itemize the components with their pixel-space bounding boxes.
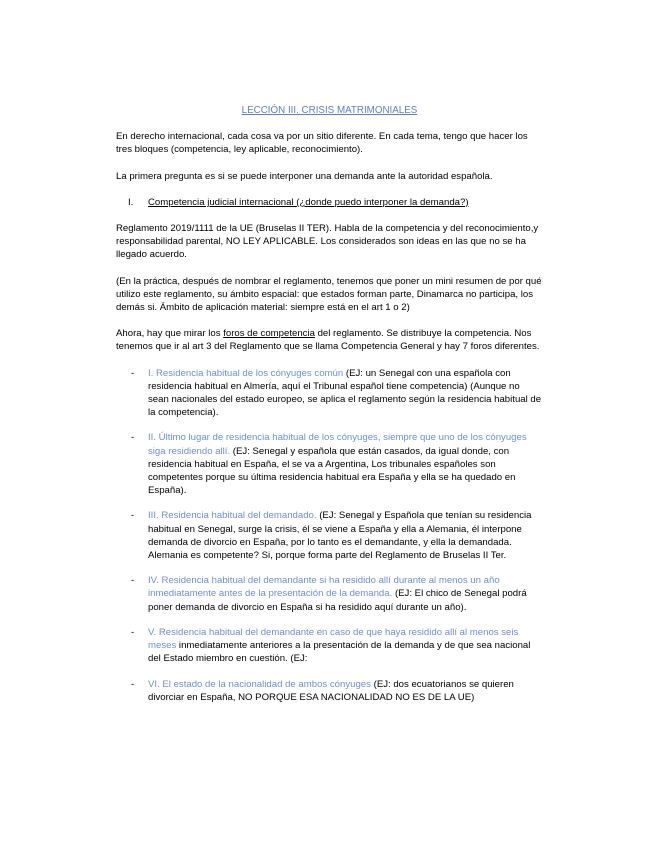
list-bullet: - [131,510,135,522]
intro-paragraph: En derecho internacional, cada cosa va por un sitio diferente. En cada tema, tengo que hacer los tres bloques (competencia, ley aplicable, reconocimiento). [116,131,528,156]
list-item [131,367,543,420]
forums-link-text: foros de competencia [223,328,315,340]
forum-highlight: VI. El estado de la nacionalidad de ambos cónyuges [148,678,371,690]
list-item [131,509,543,562]
list-item [131,431,543,497]
section-number: I. [128,196,134,208]
forums-text-after: del reglamento. Se distribuye la competencia. Nos tenemos que ir al art 3 del Reglamento que se llama Competencia General y hay 7 foros diferentes. [116,328,540,353]
forums-paragraph [116,327,543,353]
forum-example: (EJ: Senegal y Española que tenían su residencia habitual en Senegal, surge la crisis, él se viene a España y ella a Alemania, él interpone demanda de divorcio en España, por lo tanto es el demandante, y ella la demandada. Alemania es competente? Si, porque forma parte del Reglamento de Bruselas II Ter. [148,510,532,562]
list-bullet: - [131,626,135,638]
forum-highlight: I. Residencia habitual de los cónyuges común [148,367,344,379]
forum-example: (EJ: un Senegal con una española con residencia habitual en Almería, aquí el Tribunal español tiene competencia) (Aunque no sean nacionales del estado europeo, se aplica el reglamento según la residencia habitual de la competencia). [148,367,542,419]
forum-example: (EJ: dos ecuatorianos se quieren divorciar en España, NO PORQUE ESA NACIONALIDAD NO ES DE LA UE) [148,678,514,703]
list-bullet: - [131,432,135,444]
forums-text-before: Ahora, hay que mirar los [116,328,224,340]
forum-highlight: II. Último lugar de residencia habitual de los cónyuges, siempre que uno de los cónyuges siga residiendo allí. [148,432,527,457]
forum-example: inmediatamente anteriores a la presentación de la demanda y de que sea nacional del Estado miembro en cuestión. (EJ: [148,640,531,665]
forum-highlight: IV. Residencia habitual del demandante si ha residido allí durante al menos un año inmediatamente antes de la presentación de la demanda. [148,575,500,600]
first-question-paragraph: La primera pregunta es si se puede interponer una demanda ante la autoridad española. [116,170,493,182]
document-title: LECCIÓN III. CRISIS MATRIMONIALES [241,105,418,116]
forum-example: (EJ: Senegal y española que están casados, da igual donde, con residencia habitual en España, el se va a Argentina, Los tribunales españoles son competentes porque su última residencia habitual era España y ella se ha quedado en España). [148,445,516,497]
forum-example: (EJ: El chico de Senegal podrá poner demanda de divorcio en España si ha residido aquí durante un año). [148,588,527,613]
list-item [131,626,543,666]
list-bullet: - [131,678,135,690]
section-title: Competencia judicial internacional (¿donde puedo interponer la demanda?) [148,196,469,208]
forum-highlight: III. Residencia habitual del demandado. [148,510,317,522]
competence-forums-list [116,367,543,704]
list-bullet: - [131,575,135,587]
regulation-paragraph: Reglamento 2019/1111 de la UE (Bruselas II TER). Habla de la competencia y del reconocimiento,y responsabilidad parental, NO LEY APLICABLE. Los considerados son ideas en las que no se ha llegado acuerdo. [116,223,539,261]
practice-note-paragraph: (En la práctica, después de nombrar el reglamento, tenemos que poner un mini resumen de por qué utilizo este reglamento, su ámbito espacial: que estados forman parte, Dinamarca no participa, los demás si. Ámbito de aplicación material: siempre está en el art 1 o 2) [116,275,542,314]
list-item [131,574,543,614]
list-bullet: - [131,367,135,379]
section-heading [128,196,543,209]
list-item [131,678,543,704]
forum-highlight: V. Residencia habitual del demandante en caso de que haya residido allí al menos seis meses [148,626,519,652]
